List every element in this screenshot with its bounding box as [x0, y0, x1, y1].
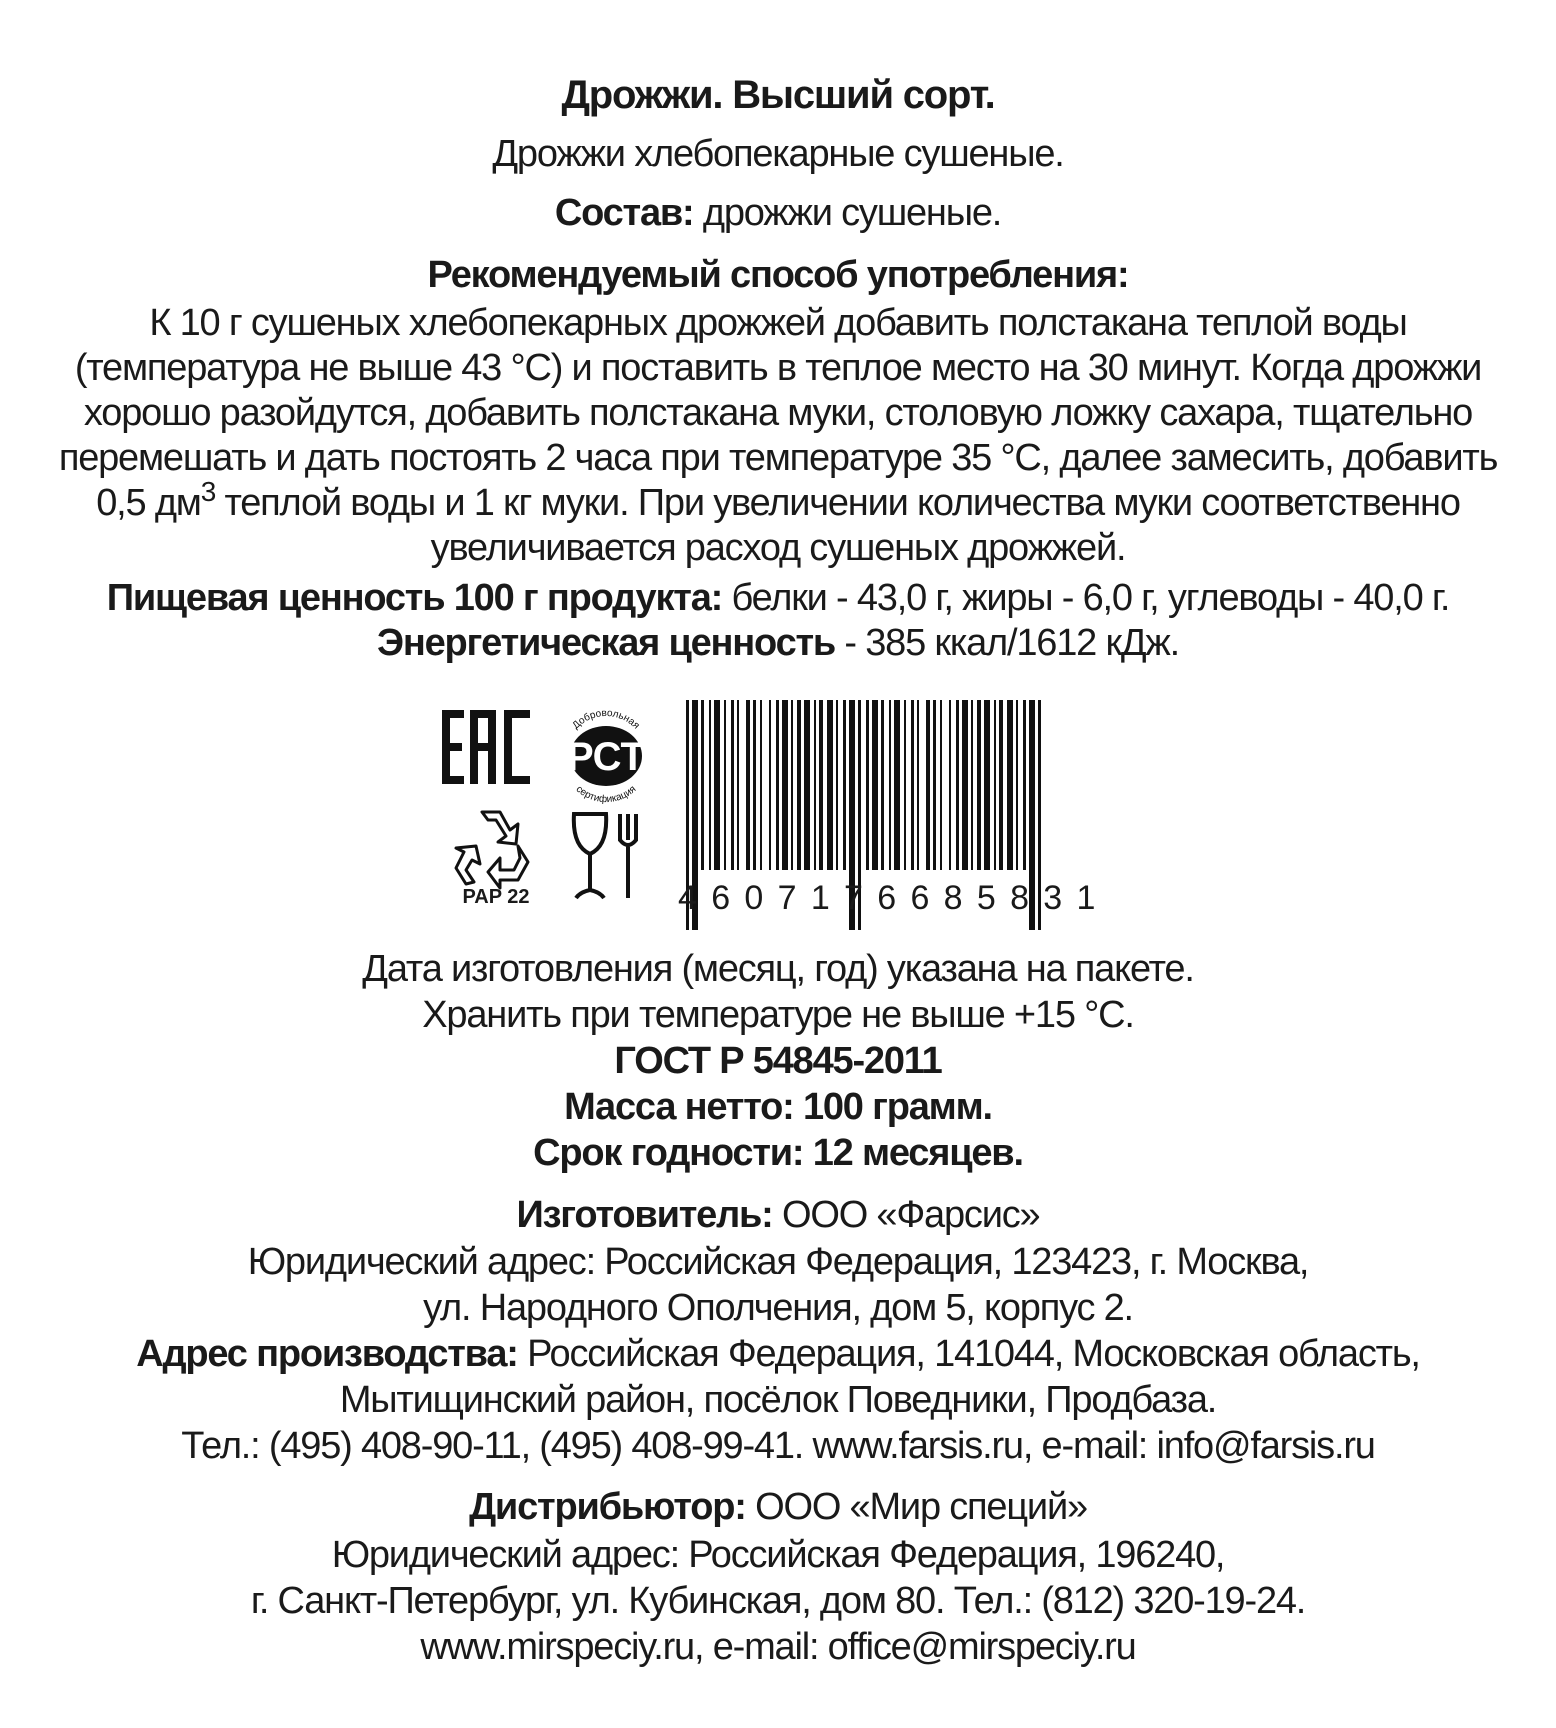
barcode-bar — [714, 700, 720, 870]
composition-value: дрожжи сушеные. — [693, 192, 1002, 234]
manufacturer-legal-address: Юридический адрес: Российская Федерация, 123423, г. Москва, — [247, 1241, 1309, 1283]
barcode-bar — [933, 700, 936, 870]
barcode-bar — [737, 700, 739, 870]
usage-line: 0,5 $дм^3$ теплой воды и 1 кг муки. При увеличении количества муки соответственно — [96, 476, 1460, 524]
usage-line: хорошо разойдутся, добавить полстакана муки, столовую ложку сахара, тщательно — [83, 392, 1473, 434]
distributor-legal-address: Юридический адрес: Российская Федерация, 196240, — [331, 1534, 1225, 1576]
product-title: Дрожжи. Высший сорт. — [561, 73, 995, 117]
barcode-bar — [977, 700, 981, 870]
barcode-bar — [917, 700, 919, 870]
barcode-bar — [804, 700, 810, 870]
barcode-bar — [971, 700, 973, 870]
barcode-bar — [881, 700, 884, 870]
barcode-bar — [724, 700, 726, 870]
eac-icon — [440, 708, 540, 786]
barcode-bar — [984, 700, 990, 870]
gost: ГОСТ Р 54845-2011 — [614, 1040, 942, 1082]
composition — [40, 190, 1516, 236]
distributor-legal-address: г. Санкт-Петербург, ул. Кубинская, дом 80. Тел.: (812) 320-19-24. — [250, 1580, 1306, 1622]
distributor-label: Дистрибьютор: — [469, 1486, 746, 1528]
energy-value: Энергетическая ценность - 385 ккал/1612 кДж. — [376, 622, 1179, 664]
barcode-bar — [999, 700, 1003, 870]
storage-temperature: Хранить при температуре не выше +15 °С. — [422, 994, 1134, 1036]
barcode-bar — [889, 700, 891, 870]
barcode-bar — [926, 700, 930, 870]
barcode-bar — [843, 700, 846, 870]
distributor — [40, 1484, 1516, 1530]
manufacturer-contacts: Тел.: (495) 408-90-11, (495) 408-99-41. www.farsis.ru, e-mail: info@farsis.ru — [181, 1425, 1375, 1467]
barcode-bar — [1016, 700, 1018, 870]
barcode-bar — [994, 700, 996, 870]
barcode-bar — [701, 700, 704, 870]
product-subtitle: Дрожжи хлебопекарные сушеные. — [492, 133, 1064, 175]
manufacturer-name: ООО «Фарсис» — [772, 1194, 1040, 1236]
energy-label: Энергетическая ценность — [376, 622, 836, 664]
cubic-superscript: 3 — [200, 476, 216, 507]
barcode-bar — [1023, 700, 1026, 870]
food-safe-icon — [570, 810, 652, 902]
usage-line: (температура не выше 43 °С) и поставить в теплое место на 30 минут. Когда дрожжи — [74, 347, 1482, 389]
barcode-bar — [904, 700, 906, 870]
barcode-bar — [819, 700, 823, 870]
net-mass: Масса нетто: 100 грамм. — [564, 1086, 992, 1128]
shelf-life: Срок годности: 12 месяцев. — [533, 1132, 1023, 1174]
barcode-bar — [956, 700, 959, 870]
distributor-contacts: www.mirspeciy.ru, e-mail: office@mirspeciy.ru — [420, 1626, 1136, 1668]
nutrition-value: Пищевая ценность 100 г продукта: белки - 43,0 г, жиры - 6,0 г, углеводы - 40,0 г. — [106, 577, 1450, 619]
barcode-bar — [776, 700, 779, 870]
barcode-bar — [753, 700, 756, 870]
usage-heading: Рекомендуемый способ употребления: — [427, 254, 1129, 296]
barcode-bar — [872, 700, 878, 870]
barcode-bar — [940, 700, 942, 870]
barcode-bar — [1007, 700, 1013, 870]
svg-text:Добровольная: Добровольная — [570, 707, 642, 732]
distributor-name: ООО «Мир специй» — [745, 1486, 1087, 1528]
barcode-bar — [731, 700, 734, 870]
barcode-bar — [949, 700, 951, 870]
barcode-bar — [814, 700, 816, 870]
barcode-bar — [760, 700, 762, 870]
barcode-bar — [769, 700, 771, 870]
svg-text:сертификация: сертификация — [573, 783, 639, 806]
manufacturer — [40, 1192, 1516, 1238]
composition-label: Состав: — [554, 192, 694, 234]
barcode-bar — [791, 700, 793, 870]
manufacturer-label: Изготовитель: — [516, 1194, 773, 1236]
manufacturer-legal-address: ул. Народного Ополчения, дом 5, корпус 2. — [423, 1287, 1133, 1329]
barcode-digits: 4607176685831 — [678, 879, 1110, 917]
barcode-bar — [866, 700, 869, 870]
recycle-icon — [444, 802, 538, 892]
barcode-bar — [797, 700, 801, 870]
usage-line: увеличивается расход сушеных дрожжей. — [430, 527, 1126, 569]
usage-line: К 10 г сушеных хлебопекарных дрожжей добавить полстакана теплой воды — [149, 302, 1407, 344]
manufacture-date: Дата изготовления (месяц, год) указана на пакете. — [362, 948, 1194, 990]
barcode-bar — [827, 700, 833, 870]
rst-certification-icon — [552, 700, 660, 808]
production-label: Адрес производства: — [136, 1333, 518, 1375]
svg-text:РСТ: РСТ — [566, 735, 646, 779]
barcode-bar — [782, 700, 788, 870]
usage-line: перемешать и дать постоять 2 часа при температуре 35 °С, далее замесить, добавить — [58, 437, 1498, 479]
production-address: Мытищинский район, посёлок Поведники, Продбаза. — [339, 1379, 1217, 1421]
barcode-bar — [836, 700, 838, 870]
barcode-bar — [746, 700, 750, 870]
barcode-bar — [894, 700, 900, 870]
recycle-code: PAP 22 — [462, 886, 530, 908]
barcode-bar — [962, 700, 968, 870]
production-address: Адрес производства: Российская Федерация, 141044, Московская область, — [136, 1333, 1420, 1375]
barcode-bar — [911, 700, 914, 870]
nutrition-label: Пищевая ценность 100 г продукта: — [106, 577, 723, 619]
barcode-bar — [709, 700, 711, 870]
